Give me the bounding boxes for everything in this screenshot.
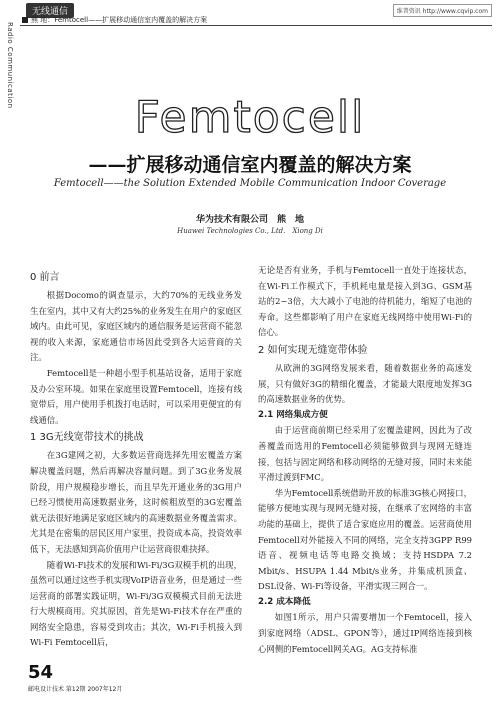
paragraph: 根据Docomo的调查显示，大约70%的无线业务发生在室内，其中又有大约25%的业务发生在用户的家庭区域内。由此可见，家庭区域内的通信服务是运营商不能忽视的收入来源，家庭通信市场因此受到各大运营商的关注。 xyxy=(30,290,242,363)
paragraph: 随着Wi-Fi技术的发展和Wi-Fi/3G双模手机的出现，虽然可以通过这些手机实现VoIP语音业务，但是通过一些运营商的部署实践证明，Wi-Fi/3G双模模式目前无法进行大规模商用。究其原因，首先是Wi-Fi技术存在严重的网络安全隐患，容易受到攻击；其次，Wi-Fi手机接入到Wi-Fi Femtocell后， xyxy=(30,559,242,648)
article-title-main: Femtocell xyxy=(134,92,366,143)
source-url-badge: 维普资讯 http://www.cqvip.com xyxy=(393,4,492,17)
paragraph: 无论是否有业务，手机与Femtocell一直处于连接状态，在Wi-Fi工作模式下，手机耗电量是接入到3G、GSM基站的2~3倍，大大减小了电池的待机能力，缩短了电池的寿命。这些都影响了用户在家庭无线网络中使用Wi-Fi的信心。 xyxy=(258,265,472,338)
journal-logo: 无线通信 xyxy=(26,3,74,18)
running-header xyxy=(22,15,207,25)
authors-cn: 华为技术有限公司 熊 地 xyxy=(195,215,304,225)
page-number: 54 xyxy=(28,662,54,683)
subsection-heading: 2.1 网络集成方便 xyxy=(258,409,328,420)
authors-en: Huawei Technologies Co., Ltd. Xiong Di xyxy=(177,227,323,235)
running-title: 熊 地：Femtocell——扩展移动通信室内覆盖的解决方案 xyxy=(31,16,208,24)
section-heading: 0 前言 xyxy=(30,272,60,283)
side-label: Radio Communication xyxy=(6,22,14,109)
left-column xyxy=(30,268,242,651)
journal-footer: 邮电设计技术 第12期 2007年12月 xyxy=(28,686,123,693)
header-rule xyxy=(20,25,492,26)
article-title-en: Femtocell——the Solution Extended Mobile Communication Indoor Coverage xyxy=(53,178,447,189)
paragraph: 如图1所示，用户只需要增加一个Femtocell，接入到家庭网络（ADSL、GPON等），通过IP网络连接到核心网侧的Femtocell网关AG。AG支持标准 xyxy=(258,612,472,654)
paragraph: 从欧洲的3G网络发展来看，随着数据业务的高速发展，只有做好3G的精细化覆盖，才能最大限度地发挥3G的高速数据业务的优势。 xyxy=(258,362,472,405)
section-heading: 2 如何实现无缝宽带体验 xyxy=(258,344,368,356)
square-bullet-icon xyxy=(22,17,28,23)
right-column xyxy=(258,263,472,657)
paragraph: 由于运营商前期已经采用了宏覆盖建网，因此为了改善覆盖而选用的Femtocell必须能够做到与现网无缝连接，包括与固定网络和移动网络的无缝对接，同时未来能平滑过渡到FMC。 xyxy=(258,425,472,483)
section-heading: 1 3G无线宽带技术的挑战 xyxy=(30,432,144,444)
article-subtitle-cn: ——扩展移动通信室内覆盖的解决方案 xyxy=(88,154,412,176)
paragraph: Femtocell是一种超小型手机基站设备，适用于家庭及办公室环境。如果在家庭里设置Femtocell，连接有线宽带后，用户使用手机拨打电话时，可以采用更便宜的有线通信。 xyxy=(30,367,242,425)
paragraph: 华为Femtocell系统借助开放的标准3G核心网接口，能够方便地实现与现网无缝对接，在继承了宏网络的丰富功能的基础上，提供了适合家庭应用的覆盖。运营商使用Femtocell对外能接入不同的网络，完全支持3GPP R99语音、视频电话等电路交换域；支持HSDPA 7.2 Mbit/s、HSUPA 1.44 Mbit/s业务，并集成机顶盒、DSL设备、Wi-Fi等设备，平滑实现三网合一。 xyxy=(258,487,472,592)
paragraph: 在3G建网之初，大多数运营商选择先用宏覆盖方案解决覆盖问题，然后再解决容量问题。到了3G业务发展阶段，用户规模稳步增长，而且早先开通业务的3G用户已经习惯使用高速数据业务，这时候粗放型的3G宏覆盖就无法很好地满足家庭区域内的高速数据业务覆盖需求。尤其是在密集的居民区用户家里，投资成本高，投资效率低下，无法感知到高价值用户让运营商很难抉择。 xyxy=(30,450,242,554)
subsection-heading: 2.2 成本降低 xyxy=(258,596,311,607)
